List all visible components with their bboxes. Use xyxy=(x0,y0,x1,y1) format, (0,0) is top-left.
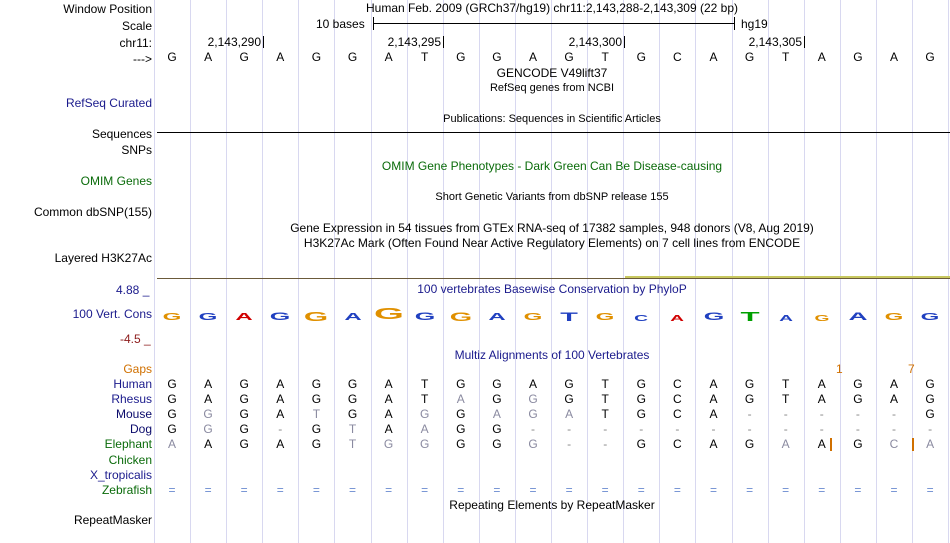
sequence-base: A xyxy=(276,50,285,64)
track-label-sequences[interactable]: Sequences xyxy=(91,127,152,141)
species-base: = xyxy=(709,483,717,497)
species-base: G xyxy=(347,392,358,406)
species-base: - xyxy=(783,422,788,436)
species-base: A xyxy=(420,422,429,436)
cons-logo-letter: G xyxy=(198,312,218,324)
sequence-base: T xyxy=(782,50,790,64)
species-base: G xyxy=(564,392,574,406)
cons-logo-letter: G xyxy=(814,313,830,323)
species-base: G xyxy=(239,377,249,391)
sequence-base: A xyxy=(384,50,393,64)
species-base: = xyxy=(168,483,176,497)
refseq-title: RefSeq genes from NCBI xyxy=(489,82,615,94)
cons-logo-letter: G xyxy=(414,311,435,324)
species-base: A xyxy=(889,377,898,391)
species-base: = xyxy=(204,483,212,497)
species-label: Elephant xyxy=(104,437,152,451)
species-base: - xyxy=(675,422,680,436)
species-base: G xyxy=(239,437,249,451)
species-base: G xyxy=(744,392,755,406)
assembly-position: Human Feb. 2009 (GRCh37/hg19) chr11:2,143,288-2,143,309 (22 bp) xyxy=(365,1,739,15)
assembly-short: hg19 xyxy=(741,17,768,31)
cons-ymin: -4.5 _ xyxy=(120,332,151,346)
species-base: T xyxy=(782,392,790,406)
gencode-title: GENCODE V49lift37 xyxy=(496,66,608,80)
species-base: - xyxy=(747,407,752,421)
species-base: G xyxy=(492,377,502,391)
species-base: T xyxy=(601,377,609,391)
species-base: - xyxy=(855,422,860,436)
cons-logo-letter: G xyxy=(595,312,615,324)
species-base: A xyxy=(709,407,718,421)
species-base: - xyxy=(855,407,860,421)
species-base: = xyxy=(673,483,681,497)
species-base: G xyxy=(636,377,646,391)
species-base: = xyxy=(529,483,537,497)
gap-number-2: 7 xyxy=(908,362,915,376)
cons-logo-letter: C xyxy=(634,313,649,323)
species-label: Rhesus xyxy=(111,392,152,406)
species-base: A xyxy=(276,392,285,406)
species-base: G xyxy=(167,392,177,406)
cons-logo-letter: G xyxy=(920,312,940,324)
h3k27ac-title: H3K27Ac Mark (Often Found Near Active Regulatory Elements) on 7 cell lines from ENCODE xyxy=(303,236,801,250)
species-base: G xyxy=(636,437,646,451)
species-base: T xyxy=(421,392,429,406)
cons-logo-letter: G xyxy=(523,312,543,324)
species-base: G xyxy=(853,392,863,406)
species-base: G xyxy=(420,437,430,451)
species-base: = xyxy=(385,483,393,497)
species-base: - xyxy=(819,422,824,436)
cons-logo-letter: T xyxy=(740,308,760,324)
species-base: A xyxy=(817,392,826,406)
track-label-snps[interactable]: SNPs xyxy=(121,143,152,157)
species-label: X_tropicalis xyxy=(89,468,152,482)
sequence-base: A xyxy=(889,50,898,64)
species-base: A xyxy=(276,407,285,421)
sequence-base: G xyxy=(853,50,863,64)
species-base: - xyxy=(278,422,283,436)
cons-logo-letter: G xyxy=(884,312,904,324)
cons-logo-letter: A xyxy=(343,312,362,324)
species-base: A xyxy=(384,422,393,436)
species-base: A xyxy=(817,437,826,451)
species-base: = xyxy=(746,483,754,497)
species-base: G xyxy=(311,392,322,406)
gap-number-1: 1 xyxy=(836,362,843,376)
species-base: A xyxy=(709,437,718,451)
species-base: - xyxy=(711,422,716,436)
species-base: G xyxy=(347,377,358,391)
species-base: C xyxy=(673,392,682,406)
species-base: G xyxy=(311,377,322,391)
cons-logo-letter: A xyxy=(670,313,685,323)
species-base: - xyxy=(603,422,608,436)
sequence-base: A xyxy=(528,50,537,64)
species-base: G xyxy=(744,437,755,451)
cons-logo-letter: A xyxy=(235,312,253,324)
species-base: = xyxy=(457,483,465,497)
species-base: G xyxy=(239,422,249,436)
scale-text: 10 bases xyxy=(316,17,365,31)
species-base: G xyxy=(420,407,430,421)
cons-logo-letter: A xyxy=(778,313,793,323)
species-base: G xyxy=(456,422,466,436)
scale-label: Scale xyxy=(121,19,152,33)
species-base: G xyxy=(528,437,538,451)
multiz-title: Multiz Alignments of 100 Vertebrates xyxy=(454,348,650,362)
species-base: = xyxy=(601,483,609,497)
species-label: Zebrafish xyxy=(101,483,152,497)
species-base: - xyxy=(567,422,572,436)
gaps-label: Gaps xyxy=(123,362,152,376)
species-base: G xyxy=(564,377,574,391)
species-base: G xyxy=(383,437,394,451)
species-base: A xyxy=(709,392,718,406)
species-label: Chicken xyxy=(108,453,152,467)
coordinate-label: 2,143,305 xyxy=(748,35,802,49)
cons-logo-letter: G xyxy=(449,310,473,324)
species-base: - xyxy=(747,422,752,436)
sequence-base: G xyxy=(564,50,574,64)
species-base: - xyxy=(603,437,608,451)
species-base: = xyxy=(782,483,790,497)
species-base: G xyxy=(925,377,935,391)
species-base: A xyxy=(926,437,935,451)
h3k27ac-baseline xyxy=(157,278,950,279)
species-base: = xyxy=(240,483,248,497)
species-base: G xyxy=(636,392,646,406)
species-base: A xyxy=(817,377,826,391)
species-base: = xyxy=(926,483,934,497)
species-base: A xyxy=(276,437,285,451)
cons-logo-letter: G xyxy=(162,312,182,324)
species-base: T xyxy=(782,377,790,391)
cons-logo-letter: G xyxy=(703,311,724,324)
sequence-base: T xyxy=(421,50,429,64)
sequence-base: G xyxy=(456,50,466,64)
sequence-base: C xyxy=(673,50,682,64)
species-base: G xyxy=(311,422,322,436)
species-base: G xyxy=(456,377,466,391)
species-base: G xyxy=(528,407,538,421)
sequence-base: G xyxy=(636,50,646,64)
species-base: = xyxy=(565,483,573,497)
omim-title: OMIM Gene Phenotypes - Dark Green Can Be Disease-causing xyxy=(381,159,723,173)
species-base: T xyxy=(348,422,357,436)
species-base: A xyxy=(384,392,393,406)
cons-ymax: 4.88 _ xyxy=(116,283,150,297)
track-label-h3k27ac[interactable]: Layered H3K27Ac xyxy=(54,251,152,265)
gap-marker xyxy=(912,438,914,451)
sequence-base: A xyxy=(204,50,213,64)
scale-bar-right xyxy=(734,17,735,30)
species-base: - xyxy=(639,422,644,436)
species-base: A xyxy=(276,377,285,391)
scale-bar-left xyxy=(373,17,374,30)
coordinate-label: 2,143,290 xyxy=(207,35,261,49)
species-base: G xyxy=(492,392,502,406)
species-base: T xyxy=(601,407,609,421)
species-label: Dog xyxy=(129,422,152,436)
sequence-base: T xyxy=(601,50,609,64)
species-base: G xyxy=(456,437,466,451)
species-base: A xyxy=(492,407,501,421)
sequences-line xyxy=(157,132,950,133)
chrom-label: chr11: xyxy=(119,36,152,50)
dbsnp-title: Short Genetic Variants from dbSNP release 155 xyxy=(435,191,669,203)
species-base: = xyxy=(854,483,862,497)
species-base: A xyxy=(204,437,213,451)
species-base: G xyxy=(167,407,177,421)
species-base: G xyxy=(456,407,466,421)
coordinate-tick xyxy=(443,36,444,48)
cons-logo-letter: G xyxy=(270,311,291,324)
cons-logo-letter: T xyxy=(560,310,578,324)
species-base: C xyxy=(673,377,682,391)
species-base: C xyxy=(889,437,899,451)
species-base: A xyxy=(709,377,718,391)
species-base: G xyxy=(528,392,538,406)
species-base: A xyxy=(384,377,393,391)
strand-label: ---> xyxy=(133,52,152,66)
gap-marker xyxy=(830,438,832,451)
species-base: = xyxy=(493,483,501,497)
track-label-cons[interactable]: 100 Vert. Cons xyxy=(72,307,152,321)
species-base: G xyxy=(167,377,177,391)
species-base: G xyxy=(167,422,177,436)
species-label: Human xyxy=(113,377,152,391)
species-base: = xyxy=(276,483,284,497)
species-base: A xyxy=(204,392,213,406)
species-base: G xyxy=(492,437,502,451)
sequence-base: G xyxy=(925,50,935,64)
sequence-base: A xyxy=(709,50,718,64)
species-base: G xyxy=(925,392,935,406)
species-base: - xyxy=(819,407,824,421)
cons-logo-letter: A xyxy=(488,312,506,324)
species-base: T xyxy=(312,407,321,421)
species-base: G xyxy=(636,407,646,421)
species-base: = xyxy=(637,483,645,497)
species-base: A xyxy=(167,437,176,451)
species-base: T xyxy=(348,437,357,451)
species-base: T xyxy=(601,392,609,406)
coordinate-label: 2,143,295 xyxy=(387,35,441,49)
species-base: G xyxy=(347,407,358,421)
species-base: A xyxy=(528,377,537,391)
species-base: = xyxy=(421,483,429,497)
scale-bar xyxy=(373,23,735,24)
species-base: G xyxy=(203,407,213,421)
cons-logo-letter: A xyxy=(848,311,868,324)
species-base: A xyxy=(456,392,465,406)
repeatmasker-title: Repeating Elements by RepeatMasker xyxy=(449,498,655,512)
window-position-label: Window Position xyxy=(63,2,152,16)
species-base: = xyxy=(312,483,320,497)
species-base: A xyxy=(889,392,898,406)
track-label-dbsnp[interactable]: Common dbSNP(155) xyxy=(33,205,152,219)
species-base: G xyxy=(925,407,935,421)
track-label-refseq[interactable]: RefSeq Curated xyxy=(65,96,152,110)
species-base: - xyxy=(567,437,572,451)
species-base: - xyxy=(783,407,788,421)
sequence-base: G xyxy=(347,50,358,64)
species-base: - xyxy=(531,422,535,436)
sequence-base: G xyxy=(239,50,249,64)
species-base: - xyxy=(928,422,933,436)
cons-logo-letter: G xyxy=(304,308,329,324)
species-base: - xyxy=(892,407,896,421)
species-base: = xyxy=(348,483,356,497)
species-base: - xyxy=(892,422,896,436)
species-base: G xyxy=(239,407,249,421)
species-base: G xyxy=(853,437,863,451)
gtex-title: Gene Expression in 54 tissues from GTEx RNA-seq of 17382 samples, 948 donors (V8, Aug 2019) xyxy=(290,221,814,235)
species-base: A xyxy=(384,407,393,421)
coordinate-label: 2,143,300 xyxy=(568,35,622,49)
sequence-base: A xyxy=(817,50,826,64)
species-base: = xyxy=(818,483,826,497)
sequence-base: G xyxy=(492,50,502,64)
sequence-base: G xyxy=(167,50,177,64)
species-base: G xyxy=(492,422,502,436)
species-label: Mouse xyxy=(115,407,152,421)
species-base: G xyxy=(311,437,322,451)
species-base: C xyxy=(673,407,682,421)
species-base: A xyxy=(204,377,213,391)
sequence-base: G xyxy=(744,50,755,64)
track-label-repeatmasker[interactable]: RepeatMasker xyxy=(73,513,152,527)
publications-title: Publications: Sequences in Scientific Articles xyxy=(443,113,661,125)
species-base: A xyxy=(781,437,790,451)
species-base: = xyxy=(890,483,898,497)
coordinate-tick xyxy=(804,36,805,48)
cons-title: 100 vertebrates Basewise Conservation by PhyloP xyxy=(417,282,687,296)
cons-logo-letter: G xyxy=(373,306,404,324)
coordinate-tick xyxy=(624,36,625,48)
species-base: G xyxy=(239,392,249,406)
species-base: T xyxy=(421,377,429,391)
species-base: G xyxy=(203,422,213,436)
h3k27ac-signal xyxy=(625,276,950,278)
track-label-omim[interactable]: OMIM Genes xyxy=(80,174,152,188)
species-base: G xyxy=(853,377,863,391)
species-base: A xyxy=(565,407,574,421)
species-base: C xyxy=(673,437,682,451)
species-base: G xyxy=(744,377,755,391)
coordinate-tick xyxy=(263,36,264,48)
sequence-base: G xyxy=(311,50,322,64)
